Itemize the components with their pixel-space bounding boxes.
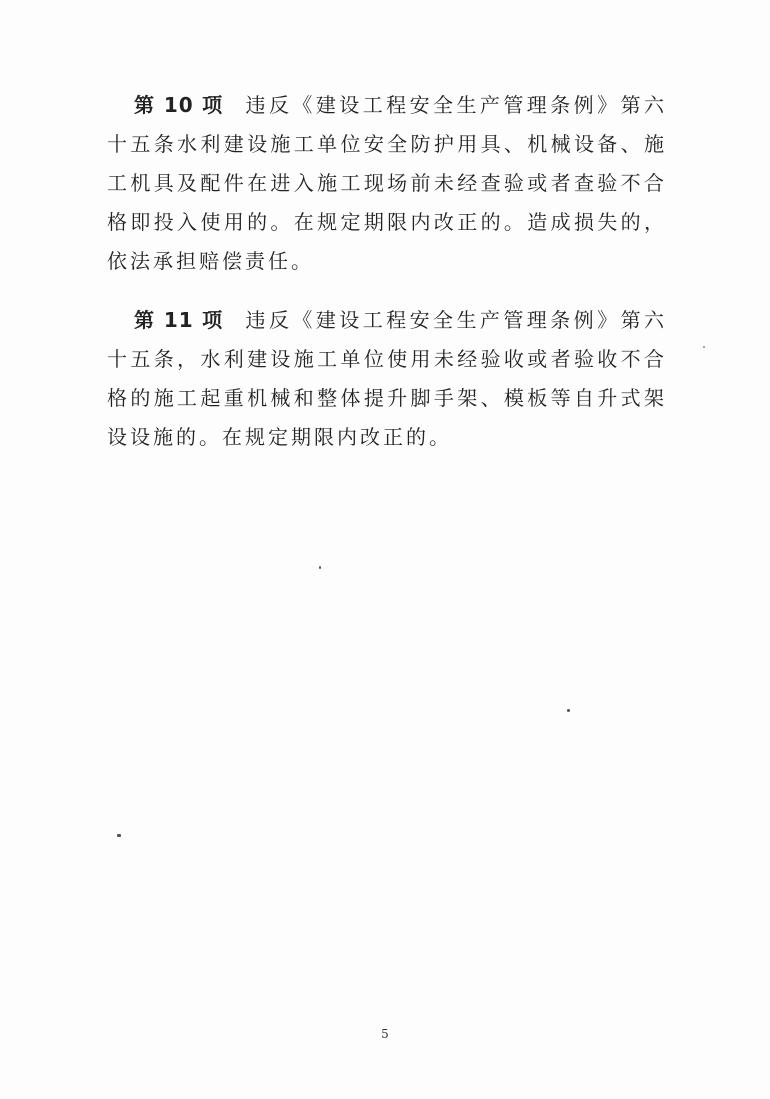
scan-speck [703, 346, 705, 348]
page-number: 5 [381, 1027, 389, 1041]
item-11-text: 违反《建设工程安全生产管理条例》第六十五条，水利建设施工单位使用未经验收或者验收不合格的施工起重机械和整体提升脚手架、模板等自升式架设设施的。在规定期限内改正的。 [107, 308, 668, 449]
scan-speck [319, 566, 321, 569]
document-body [107, 86, 667, 477]
item-10-heading: 第 10 项 [134, 93, 224, 117]
scan-speck [567, 709, 570, 712]
item-11-paragraph [107, 301, 667, 457]
item-10-text: 违反《建设工程安全生产管理条例》第六十五条水利建设施工单位安全防护用具、机械设备、施工机具及配件在进入施工现场前未经查验或者查验不合格即投入使用的。在规定期限内改正的。造成损失的，依法承担赔偿责任。 [107, 93, 668, 273]
item-11-heading: 第 11 项 [134, 308, 224, 332]
scan-speck [117, 834, 121, 837]
item-10-paragraph [107, 86, 667, 281]
